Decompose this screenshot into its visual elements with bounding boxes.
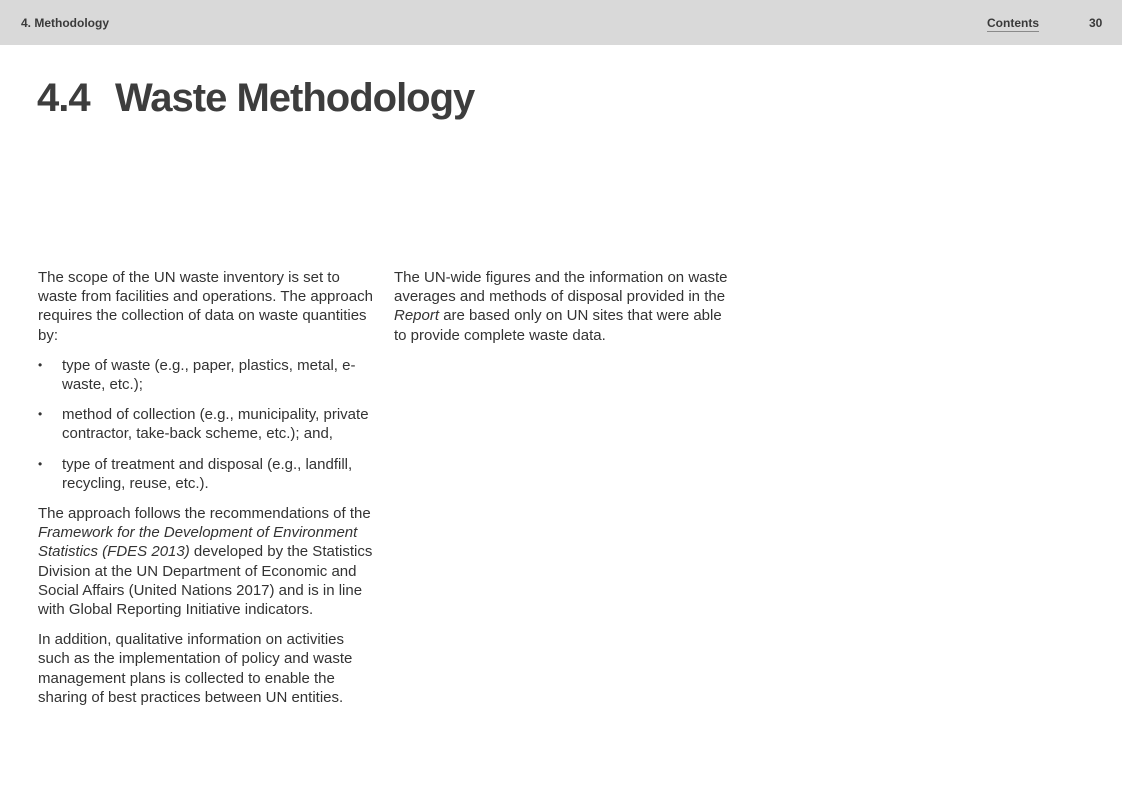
framework-text-before: The approach follows the recommendations of the — [38, 505, 371, 523]
bullet-icon: • — [38, 357, 43, 372]
section-number: 4.4 — [37, 76, 90, 120]
bullet-list — [38, 356, 373, 493]
page-title — [37, 76, 474, 121]
contents-link[interactable]: Contents — [987, 16, 1039, 30]
intro-paragraph: The scope of the UN waste inventory is set to waste from facilities and operations. The approach requires the collection of data on waste quantities by: — [38, 269, 373, 344]
report-title: Report — [394, 307, 440, 325]
section-title: Waste Methodology — [115, 76, 475, 120]
framework-title: Framework for the Development of Environment Statistics (FDES 2013) — [38, 524, 358, 561]
list-item-text: method of collection (e.g., municipality, private contractor, take-back scheme, etc.); and, — [62, 406, 369, 443]
page-number: 30 — [1089, 16, 1103, 30]
section-label: 4. Methodology — [21, 16, 109, 30]
framework-paragraph — [38, 504, 373, 619]
figures-text-after: are based only on UN sites that were able to provide complete waste data. — [394, 307, 722, 344]
list-item-text: type of treatment and disposal (e.g., landfill, recycling, reuse, etc.). — [62, 455, 353, 492]
figures-text-before: The UN-wide figures and the information on waste averages and methods of disposal provided in the — [394, 269, 728, 306]
bullet-icon: • — [38, 456, 43, 471]
list-item-text: type of waste (e.g., paper, plastics, metal, e-waste, etc.); — [62, 356, 356, 394]
list-item — [38, 356, 373, 394]
list-item — [38, 405, 373, 443]
list-item — [38, 455, 373, 493]
left-column — [38, 268, 373, 718]
right-column — [394, 268, 729, 356]
framework-text-after: developed by the Statistics Division at the UN Department of Economic and Social Affairs (United Nations 2017) and is in line with Global Reporting Initiative indicators. — [38, 543, 373, 619]
figures-paragraph — [394, 268, 729, 345]
page-header — [0, 0, 1122, 45]
qualitative-paragraph: In addition, qualitative information on activities such as the implementation of policy and waste management plans is collected to enable the sharing of best practices between UN entities. — [38, 631, 353, 706]
bullet-icon: • — [38, 407, 43, 422]
